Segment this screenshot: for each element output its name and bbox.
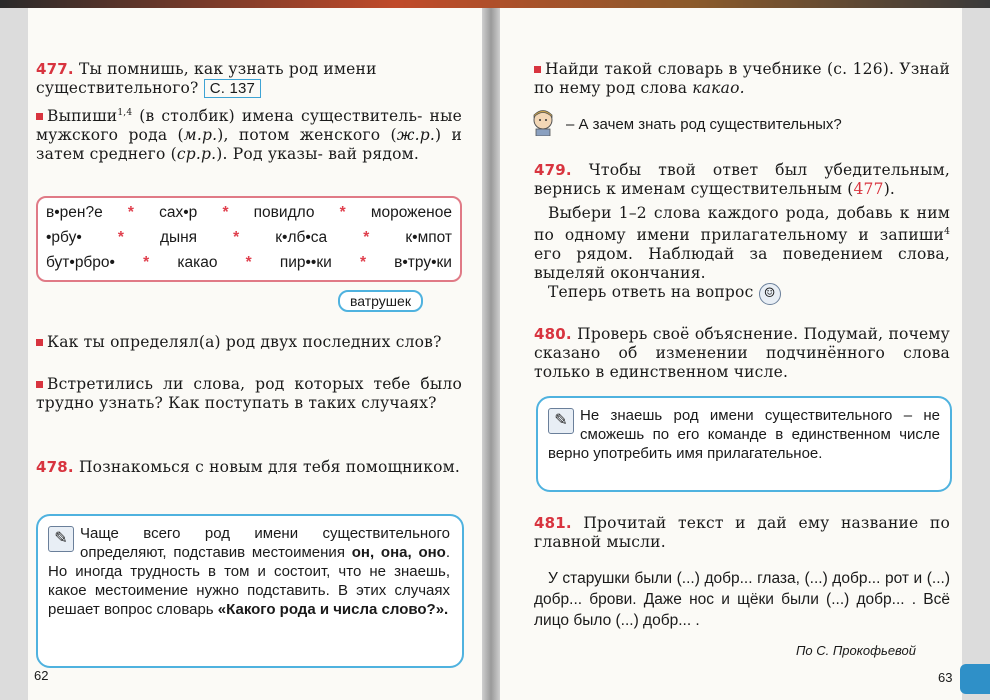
separator-star: * (363, 229, 370, 246)
exercise-481 (534, 514, 950, 552)
word: к•лб•са (275, 229, 328, 246)
boy-icon: ☺ (759, 283, 781, 305)
separator-star: * (143, 254, 150, 271)
question-text: Как ты определял(а) род двух последних слов? (47, 333, 442, 351)
question-2 (36, 375, 462, 413)
exercise-477 (36, 60, 464, 98)
separator-star: * (359, 254, 366, 271)
word-row (46, 204, 452, 222)
task-marker-icon (36, 339, 43, 346)
character-icon (530, 108, 556, 136)
highlight-word: какао. (692, 79, 745, 97)
exercise-479 (534, 161, 950, 199)
exercise-number: 477. (36, 60, 74, 78)
word: дыня (159, 229, 198, 246)
book-reader-icon: ✎ (48, 526, 74, 552)
exercise-text: Проверь своё объяснение. Подумай, почему сказано об изменении подчинённого слова только в единственном числе. (534, 325, 950, 381)
task-text: ) и затем среднего ( (36, 126, 462, 164)
exercise-text: Чтобы твой ответ был убедительным, вернись к именам существительным ( (534, 161, 950, 198)
info-text (548, 406, 940, 463)
word: в•тру•ки (394, 254, 452, 271)
book-reader-icon: ✎ (548, 408, 574, 434)
task-marker-icon (534, 66, 541, 73)
gender-abbr: м.р. (183, 126, 218, 145)
page-number: 62 (34, 668, 49, 683)
task-text: ( (390, 126, 397, 145)
exercise-text: существительного? (36, 79, 199, 97)
task-text: ), потом женского (217, 126, 381, 145)
exercise-number: 481. (534, 514, 572, 532)
gender-abbr: ср.р. (176, 145, 217, 164)
rule-text-part: . Но иногда трудность в том и состоит, что не знаешь, какое местоимение нужно подставить. В этих случаях решает вопрос словарь (48, 544, 450, 618)
info-box (536, 396, 952, 492)
exercise-text: Познакомься с новым для тебя помощником. (78, 458, 461, 476)
separator-star: * (339, 204, 346, 221)
gender-abbr: ж.р. (396, 126, 435, 145)
footnote-mark: 1,4 (117, 108, 133, 118)
exercise-478 (36, 458, 462, 477)
word: сах•р (159, 204, 198, 221)
task-text: ). Род указы- (216, 145, 324, 164)
page-63 (500, 8, 962, 700)
separator-star: * (233, 229, 240, 246)
info-text-content: Не знаешь род имени существительного – не сможешь по его команде в единственном числе верно употребить имя прилагательное. (548, 407, 940, 462)
word: пир••ки (279, 254, 332, 271)
exercise-text: Выбери 1–2 слова каждого рода, добавь к ним по одному имени прилагательному и запиши (534, 204, 950, 245)
question-text: Встретились ли слова, род которых тебе было трудно узнать? Как поступать в таких случаях? (36, 375, 462, 412)
rule-box (36, 514, 464, 668)
separator-star: * (127, 204, 134, 221)
exercise-text: Теперь ответь на вопрос (548, 283, 754, 301)
task-text: ные мужского рода ( (36, 107, 462, 145)
rule-text (48, 524, 450, 619)
footnote-mark: 4 (944, 227, 950, 237)
exercise-text: Прочитай текст и дай ему название по главной мысли. (534, 514, 950, 551)
exercise-text: Ты помнишь, как узнать род имени (78, 60, 377, 78)
dictionary-title: «Какого рода и числа слово?». (217, 601, 449, 618)
word-row (46, 254, 452, 272)
task-write-out (36, 104, 462, 164)
word: в•рен?е (46, 204, 103, 221)
separator-star: * (222, 204, 229, 221)
pronouns: он, она, оно (351, 544, 446, 561)
rule-text-part: Чаще всего род имени существительного определяют, подставив местоимения (80, 525, 450, 561)
book-top-edge (0, 0, 990, 8)
separator-star: * (245, 254, 252, 271)
dialog-line: – А зачем знать род существительных? (566, 116, 842, 133)
exercise-479-answer (548, 283, 948, 305)
exercise-reference: 477 (853, 180, 884, 198)
exercise-number: 479. (534, 161, 572, 179)
word: мороженое (370, 204, 452, 221)
word: к•мпот (405, 229, 452, 246)
task-text: Найди такой словарь в учебнике (с. 126). Узнай по нему род слова (534, 60, 950, 97)
book-spine (482, 8, 500, 700)
task-text: (в столбик) имена существитель- (132, 107, 423, 126)
exercise-number: 480. (534, 325, 572, 343)
exercise-number: 478. (36, 458, 74, 476)
word: •рбу• (46, 229, 82, 246)
exercise-text: его рядом. Наблюдай за поведением слова, выделяй окончания. (534, 245, 950, 283)
word-box (36, 196, 462, 282)
passage-author: По С. Прокофьевой (796, 643, 917, 658)
exercise-479-task (534, 204, 950, 283)
task-text: Выпиши (47, 107, 118, 126)
word: бут•рбро• (46, 254, 115, 271)
reading-passage: У старушки были (...) добр... глаза, (...) добр... рот и (...) добр... брови. Даже нос и щёки были (...) добр... . Всё лицо было (...) добр... . (534, 570, 950, 629)
question-1 (36, 333, 462, 352)
separator-star: * (117, 229, 124, 246)
exercise-480 (534, 325, 950, 382)
page-reference: С. 137 (204, 79, 261, 98)
boy-icon (530, 108, 556, 136)
word: повидло (253, 204, 315, 221)
word: какао (177, 254, 218, 271)
task-find-dictionary (534, 60, 950, 98)
page-number: 63 (938, 670, 953, 685)
word-row (46, 229, 452, 247)
page-tab (960, 664, 990, 694)
extra-word-box: ватрушек (338, 290, 423, 312)
task-text: вай рядом. (328, 145, 420, 164)
page-62 (28, 8, 482, 700)
exercise-text: ). (883, 180, 896, 198)
task-marker-icon (36, 381, 43, 388)
task-marker-icon (36, 113, 43, 120)
